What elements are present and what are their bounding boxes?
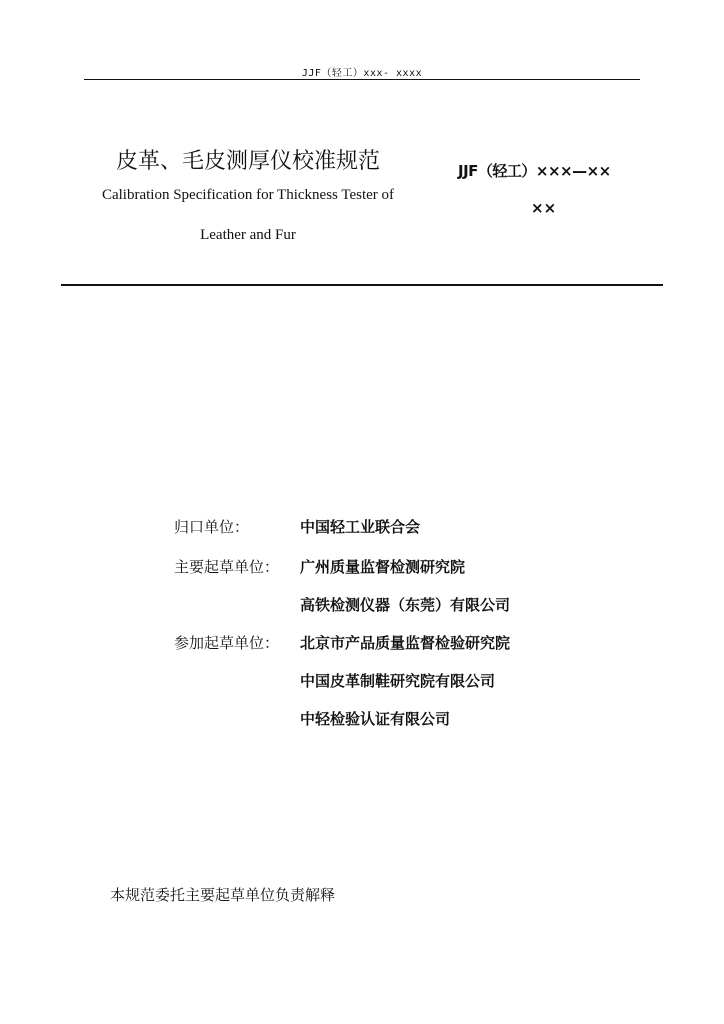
participating-drafting-label: 参加起草单位： bbox=[174, 634, 280, 652]
participating-unit-3: 中轻检验认证有限公司 bbox=[300, 710, 451, 728]
main-drafting-unit-1: 广州质量监督检测研究院 bbox=[300, 558, 466, 576]
title-divider bbox=[61, 284, 663, 286]
participating-unit-1: 北京市产品质量监督检验研究院 bbox=[300, 634, 511, 652]
main-drafting-unit-2: 高铁检测仪器（东莞）有限公司 bbox=[300, 596, 511, 614]
main-drafting-label: 主要起草单位： bbox=[174, 558, 280, 576]
spec-code-line1: JJF（轻工）×××—×× bbox=[458, 162, 611, 180]
centralized-unit-value: 中国轻工业联合会 bbox=[300, 518, 421, 536]
title-english-line2: Leather and Fur bbox=[200, 227, 296, 243]
header-divider bbox=[84, 79, 640, 80]
interpretation-note: 本规范委托主要起草单位负责解释 bbox=[110, 886, 336, 904]
participating-unit-2: 中国皮革制鞋研究院有限公司 bbox=[300, 672, 496, 690]
title-chinese: 皮革、毛皮测厚仪校准规范 bbox=[115, 149, 380, 174]
header-code: JJF（轻工）xxx- xxxx bbox=[301, 68, 423, 79]
centralized-unit-label: 归口单位： bbox=[174, 518, 250, 536]
spec-code-line2: ×× bbox=[531, 199, 557, 217]
title-english-line1: Calibration Specification for Thickness Tester of bbox=[101, 187, 395, 203]
